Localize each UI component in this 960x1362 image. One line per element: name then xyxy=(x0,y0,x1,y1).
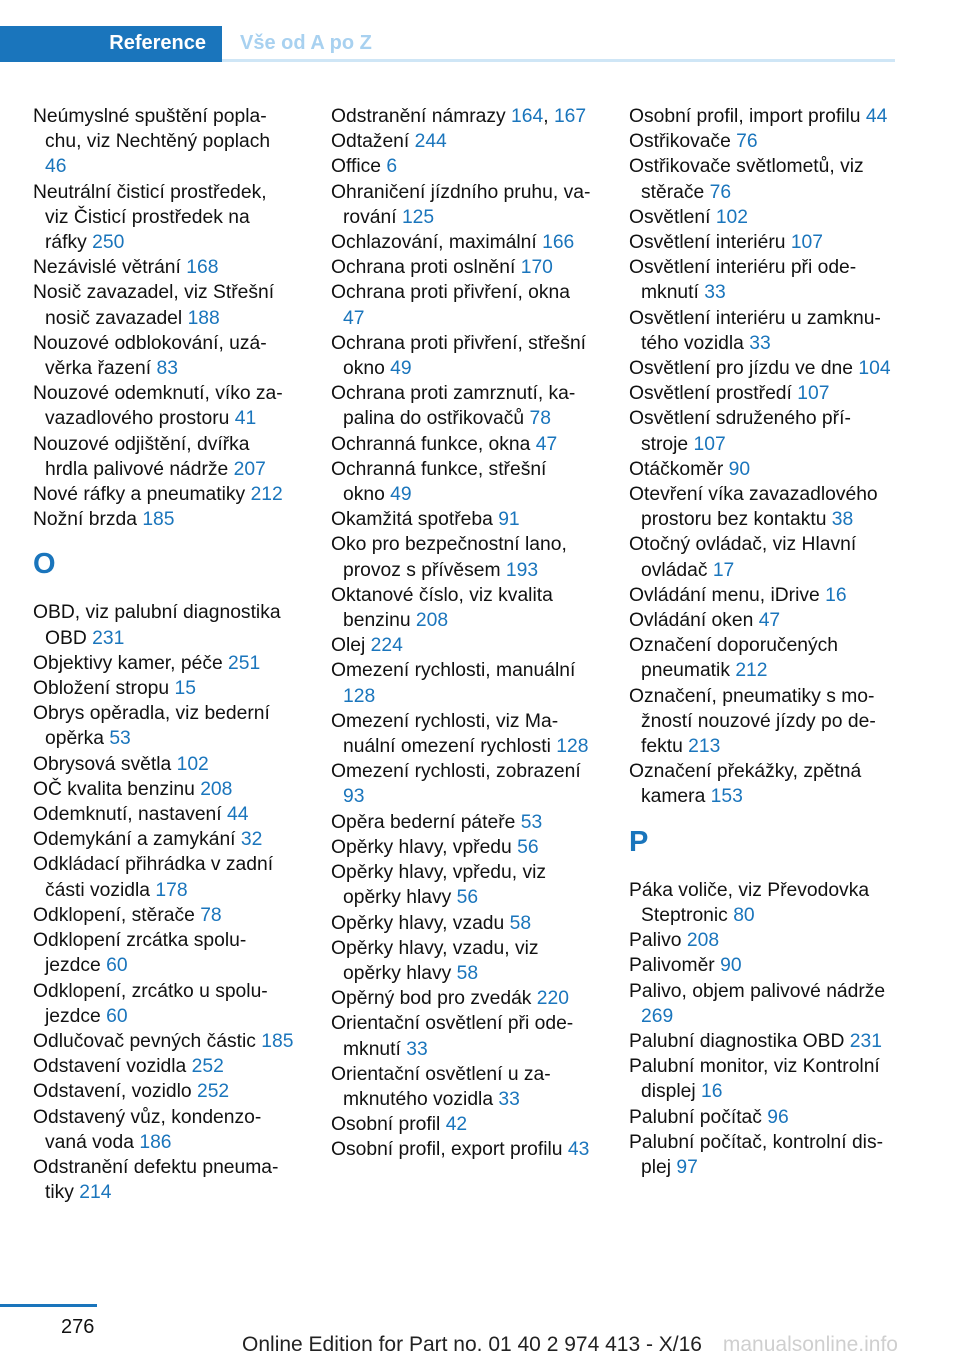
entry-term: Odemknutí, nastavení xyxy=(33,804,222,826)
entry-term: OČ kvalita benzinu xyxy=(33,778,195,800)
page-link[interactable]: 252 xyxy=(191,1056,224,1078)
index-entry xyxy=(629,1105,891,1130)
page-link[interactable]: 166 xyxy=(542,232,575,254)
index-entry xyxy=(629,759,891,809)
index-entry xyxy=(629,154,891,204)
page-link[interactable]: 102 xyxy=(176,753,209,775)
entry-term: Opěrky hlavy, vpředu, viz opěrky hlavy xyxy=(331,862,547,909)
entry-term: Nožní brzda xyxy=(33,509,137,531)
entry-term: Ostřikovače xyxy=(629,131,731,153)
page-link[interactable]: 53 xyxy=(109,728,131,750)
entry-term: Palubní monitor, viz Kontrolní displej xyxy=(629,1056,880,1103)
page-link[interactable]: 46 xyxy=(45,156,67,178)
entry-term: Odlučovač pevných částic xyxy=(33,1030,256,1052)
page-link[interactable]: 214 xyxy=(79,1182,112,1204)
page-link[interactable]: 56 xyxy=(517,836,539,858)
index-entry xyxy=(33,928,295,978)
index-column-2 xyxy=(331,104,593,1163)
index-entry xyxy=(331,835,593,860)
page-link[interactable]: 193 xyxy=(505,559,539,581)
entry-term: Osobní profil, export profilu xyxy=(331,1139,563,1161)
index-entry xyxy=(331,381,593,431)
page-link[interactable]: 231 xyxy=(849,1030,882,1052)
page-link[interactable]: 16 xyxy=(701,1081,723,1103)
index-entry xyxy=(331,658,593,708)
entry-term: Odstranění defektu pneumatiky xyxy=(33,1156,279,1204)
page-link[interactable]: 170 xyxy=(520,257,553,279)
entry-term: Odemykání a zamykání xyxy=(33,829,236,851)
index-entry xyxy=(629,1054,891,1104)
index-entry xyxy=(629,878,891,928)
page-link[interactable]: 93 xyxy=(343,786,365,808)
index-entry xyxy=(331,457,593,507)
index-entry xyxy=(33,903,295,928)
index-entry xyxy=(33,180,295,256)
index-entry xyxy=(629,381,891,406)
page-link[interactable]: 33 xyxy=(498,1088,520,1110)
page-link[interactable]: 80 xyxy=(733,904,755,926)
page-link[interactable]: 60 xyxy=(106,955,128,977)
entry-term: Ochrana proti přivření, střešní okno xyxy=(331,332,587,380)
entry-term: Palivo xyxy=(629,930,682,952)
page-link[interactable]: 42 xyxy=(445,1114,468,1136)
page-number: 276 xyxy=(61,1316,95,1338)
page-link[interactable]: 47 xyxy=(758,610,781,632)
entry-term: Ochrana proti přivření, okna xyxy=(331,282,570,304)
entry-term: Otáčkoměr xyxy=(629,458,724,480)
entry-term: Otevření víka zavazadlového prostoru bez kontaktu xyxy=(629,484,878,531)
entry-term: Odstavený vůz, kondenzovaná voda xyxy=(33,1106,262,1153)
index-entry xyxy=(33,280,295,330)
page-link[interactable]: 208 xyxy=(200,778,233,800)
entry-term: Ochranná funkce, okna xyxy=(331,433,531,455)
entry-term: Oko pro bezpečnostní lano, provoz s přívěsem xyxy=(331,534,567,581)
page-link[interactable]: 252 xyxy=(196,1081,230,1103)
entry-term: Osobní profil, import profilu xyxy=(629,106,861,127)
page-link[interactable]: 128 xyxy=(556,736,589,758)
entry-term: Obložení stropu xyxy=(33,678,170,700)
page-link[interactable]: 49 xyxy=(390,484,412,506)
index-entry xyxy=(33,381,295,431)
entry-term: Ochlazování, maximální xyxy=(331,232,537,254)
index-entry xyxy=(331,759,593,809)
entry-term: Neutrální čisticí prostředek, viz Čisticí prostředek na ráfky xyxy=(33,181,267,254)
index-entry xyxy=(629,205,891,230)
page-link[interactable]: 164 xyxy=(511,106,544,127)
index-entry xyxy=(331,936,593,986)
entry-term: Odstavení vozidla xyxy=(33,1056,187,1078)
page-link[interactable]: 128 xyxy=(343,685,376,707)
entry-term: Osvětlení interiéru xyxy=(629,232,786,254)
page-link[interactable]: 6 xyxy=(386,156,398,178)
entry-term: Palivoměr xyxy=(629,955,715,977)
entry-term: Opěrky hlavy, vzadu xyxy=(331,912,505,934)
index-entry xyxy=(331,810,593,835)
page-link[interactable]: 76 xyxy=(709,181,732,203)
tab-a-to-z[interactable]: Vše od A po Z xyxy=(240,32,372,54)
index-entry xyxy=(331,860,593,910)
entry-term: Označení, pneumatiky s možností nouzové jízdy po defektu xyxy=(629,685,876,758)
page-link[interactable]: 220 xyxy=(536,988,569,1010)
entry-term: Odtažení xyxy=(331,131,410,153)
page-link[interactable]: 212 xyxy=(735,660,768,682)
page-link[interactable]: 213 xyxy=(688,736,721,758)
page-link[interactable]: 90 xyxy=(720,955,742,977)
entry-term: Omezení rychlosti, manuální xyxy=(331,660,576,682)
index-entry xyxy=(33,432,295,482)
index-entry xyxy=(331,583,593,633)
index-entry xyxy=(629,684,891,760)
entry-term: Páka voliče, viz Převodovka Steptronic xyxy=(629,879,870,926)
page-link[interactable]: 167 xyxy=(553,106,587,127)
index-entry xyxy=(629,1130,891,1180)
page-link[interactable]: 185 xyxy=(261,1030,294,1052)
index-entry xyxy=(629,1029,891,1054)
entry-term: Office xyxy=(331,156,382,178)
entry-term: Opěra bederní páteře xyxy=(331,811,516,833)
entry-term: Odklopení, zrcátko u spolujezdce xyxy=(33,980,268,1027)
entry-term: Nové ráfky a pneumatiky xyxy=(33,484,246,506)
page-link[interactable]: 47 xyxy=(535,433,558,455)
page-link[interactable]: 58 xyxy=(509,912,532,934)
entry-term: Ochrana proti oslnění xyxy=(331,257,516,279)
page-link[interactable]: 83 xyxy=(156,358,178,380)
page-link[interactable]: 244 xyxy=(414,131,447,153)
entry-term: OBD, viz palubní diagnostika OBD xyxy=(33,602,281,649)
page-link[interactable]: 60 xyxy=(106,1005,128,1027)
page-link[interactable]: 15 xyxy=(174,678,196,700)
index-entry xyxy=(33,1054,295,1079)
index-entry xyxy=(33,331,295,381)
index-entry xyxy=(331,129,593,154)
index-entry xyxy=(629,608,891,633)
index-entry xyxy=(331,911,593,936)
entry-term: Nosič zavazadel, viz Střešní nosič zavazadel xyxy=(33,282,275,329)
index-entry xyxy=(33,651,295,676)
page-link[interactable]: 58 xyxy=(456,962,479,984)
page-link[interactable]: 44 xyxy=(865,106,888,127)
index-entry xyxy=(33,104,295,180)
index-entry xyxy=(331,633,593,658)
entry-term: Objektivy kamer, péče xyxy=(33,652,223,674)
index-entry xyxy=(629,583,891,608)
entry-term: Osvětlení interiéru při odemknutí xyxy=(629,257,857,304)
page-link[interactable]: 17 xyxy=(712,559,735,581)
page-link[interactable]: 224 xyxy=(370,635,403,657)
index-entry xyxy=(331,180,593,230)
entry-term: Osvětlení prostředí xyxy=(629,383,792,405)
page-link[interactable]: 96 xyxy=(767,1106,789,1128)
tab-reference[interactable]: Reference xyxy=(0,26,222,62)
index-entry xyxy=(33,600,295,650)
index-entry xyxy=(629,255,891,305)
page-link[interactable]: 178 xyxy=(155,879,188,901)
page-link[interactable]: 153 xyxy=(710,786,743,808)
page-link[interactable]: 107 xyxy=(693,433,726,455)
footer-rule xyxy=(0,1304,97,1307)
index-entry xyxy=(331,507,593,532)
index-entry xyxy=(33,852,295,902)
entry-term: Označení překážky, zpětná kamera xyxy=(629,761,862,808)
index-entry xyxy=(33,507,295,532)
index-entry xyxy=(33,979,295,1029)
index-entry xyxy=(331,255,593,280)
entry-term: Opěrky hlavy, vpředu xyxy=(331,836,512,858)
page-link[interactable]: 250 xyxy=(92,232,125,254)
index-entry xyxy=(33,482,295,507)
index-entry xyxy=(33,752,295,777)
entry-term: Odstavení, vozidlo xyxy=(33,1081,192,1103)
entry-term: Odklopení zrcátka spolujezdce xyxy=(33,930,247,977)
page-header xyxy=(0,26,895,62)
page-link[interactable]: 208 xyxy=(415,610,449,632)
index-entry xyxy=(33,676,295,701)
entry-term: Omezení rychlosti, zobrazení xyxy=(331,761,581,783)
entry-term: Osvětlení pro jízdu ve dne xyxy=(629,358,854,380)
page-link[interactable]: 32 xyxy=(240,829,263,851)
index-entry xyxy=(331,709,593,759)
page-link[interactable]: 76 xyxy=(736,131,758,153)
entry-term: Nouzové odjištění, dvířka hrdla palivové nádrže xyxy=(33,433,250,480)
entry-term: Osvětlení sdruženého přístroje xyxy=(629,408,851,455)
index-column-3 xyxy=(629,104,891,1180)
entry-term: Palubní počítač, kontrolní displej xyxy=(629,1131,884,1178)
index-entry xyxy=(331,532,593,582)
entry-term: Odkládací přihrádka v zadní části vozidla xyxy=(33,854,274,901)
index-entry xyxy=(33,255,295,280)
page-link[interactable]: 16 xyxy=(825,584,847,606)
entry-term: Nezávislé větrání xyxy=(33,257,181,279)
entry-term: Ochrana proti zamrznutí, kapalina do ostřikovačů xyxy=(331,383,576,430)
entry-term: Ovládání menu, iDrive xyxy=(629,584,820,606)
index-entry xyxy=(331,1137,593,1162)
page-link[interactable]: 33 xyxy=(749,332,771,354)
entry-term: Ostřikovače světlometů, viz stěrače xyxy=(629,156,864,203)
section-letter: O xyxy=(33,548,56,581)
index-entry: Odstranění námrazy 164, 167 xyxy=(331,106,587,127)
index-entry xyxy=(629,633,891,683)
index-column-1 xyxy=(33,104,295,1205)
page-link[interactable]: 185 xyxy=(142,509,175,531)
page-link[interactable]: 78 xyxy=(529,408,551,430)
page-link[interactable]: 104 xyxy=(858,358,891,380)
page-link[interactable]: 53 xyxy=(520,811,543,833)
page-link[interactable]: 125 xyxy=(401,206,435,228)
index-entry xyxy=(629,129,891,154)
index-entry xyxy=(331,1011,593,1061)
index-entry xyxy=(629,979,891,1029)
page-link[interactable]: 168 xyxy=(186,257,219,279)
page-link[interactable]: 207 xyxy=(233,458,266,480)
page-link[interactable]: 47 xyxy=(343,307,365,329)
page-link[interactable]: 33 xyxy=(704,282,726,304)
entry-term: Otočný ovládač, viz Hlavní ovládač xyxy=(629,534,857,581)
index-entry xyxy=(331,986,593,1011)
entry-term: Olej xyxy=(331,635,366,657)
page-link[interactable]: 102 xyxy=(715,206,748,228)
index-entry xyxy=(331,280,593,330)
entry-term: Osvětlení xyxy=(629,206,711,228)
entry-term: Palubní počítač xyxy=(629,1106,762,1128)
index-entry xyxy=(33,777,295,802)
page-link[interactable]: 41 xyxy=(234,408,257,430)
entry-term: Nouzové odblokování, uzávěrka řazení xyxy=(33,332,267,380)
entry-term: Odstranění námrazy xyxy=(331,106,506,127)
page-link[interactable]: 44 xyxy=(227,804,249,826)
page-link[interactable]: 231 xyxy=(92,627,125,649)
entry-term: Orientační osvětlení při odemknutí xyxy=(331,1013,574,1060)
page-link[interactable]: 78 xyxy=(200,904,222,926)
entry-term: Okamžitá spotřeba xyxy=(331,509,493,531)
entry-term: Palivo, objem palivové nádrže xyxy=(629,980,886,1002)
index-entry xyxy=(33,1029,295,1054)
entry-term: Osvětlení interiéru u zamknutého vozidla xyxy=(629,307,881,354)
page-link[interactable]: 186 xyxy=(139,1131,172,1153)
entry-term: Oktanové číslo, viz kvalita benzinu xyxy=(331,584,553,632)
index-entry xyxy=(331,1112,593,1137)
watermark: manualsonline.info xyxy=(722,1333,898,1356)
page-link[interactable]: 269 xyxy=(641,1005,674,1027)
edition-note: Online Edition for Part no. 01 40 2 974 413 - X/16 xyxy=(242,1333,702,1356)
index-entry xyxy=(331,154,593,179)
page-link[interactable]: 56 xyxy=(456,887,479,909)
entry-term: Opěrný bod pro zvedák xyxy=(331,988,532,1010)
entry-term: Označení doporučených pneumatik xyxy=(629,635,839,682)
index-entry xyxy=(629,230,891,255)
entry-term: Palubní diagnostika OBD xyxy=(629,1030,845,1052)
entry-term: Obrys opěradla, viz bederní opěrka xyxy=(33,703,270,750)
index-entry xyxy=(331,432,593,457)
entry-term: Osobní profil xyxy=(331,1114,441,1136)
page-link[interactable]: 212 xyxy=(250,484,283,506)
page-link[interactable]: 49 xyxy=(390,358,412,380)
entry-term: Opěrky hlavy, vzadu, viz opěrky hlavy xyxy=(331,937,539,984)
page-link[interactable]: 188 xyxy=(187,307,220,329)
entry-term: Ochranná funkce, střešní okno xyxy=(331,458,547,506)
entry-term: Ovládání oken xyxy=(629,610,754,632)
entry-term: Obrysová světla xyxy=(33,753,172,775)
index-entry xyxy=(331,230,593,255)
section-letter: P xyxy=(629,825,649,858)
index-entry xyxy=(331,1062,593,1112)
entry-term: Odklopení, stěrače xyxy=(33,904,195,926)
index-entry xyxy=(629,406,891,456)
index-entry xyxy=(629,356,891,381)
index-entry xyxy=(629,953,891,978)
index-entry xyxy=(629,928,891,953)
page-link[interactable]: 208 xyxy=(686,930,720,952)
page-link[interactable]: 107 xyxy=(790,232,823,254)
index-entry xyxy=(629,532,891,582)
page-link[interactable]: 91 xyxy=(498,509,520,531)
index-entry xyxy=(33,1155,295,1205)
index-entry xyxy=(629,104,891,129)
page-link[interactable]: 43 xyxy=(567,1139,590,1161)
entry-term: Orientační osvětlení u zamknutého vozidla xyxy=(331,1063,551,1110)
page-link[interactable]: 251 xyxy=(228,652,261,674)
index-entry xyxy=(629,306,891,356)
index-entry xyxy=(33,802,295,827)
entry-term: Nouzové odemknutí, víko zavazadlového prostoru xyxy=(33,383,283,430)
index-entry xyxy=(33,701,295,751)
index-entry xyxy=(33,1079,295,1104)
index-entry xyxy=(629,457,891,482)
index-entry xyxy=(33,1105,295,1155)
index-entry xyxy=(33,827,295,852)
page-link[interactable]: 38 xyxy=(831,509,854,531)
page-link[interactable]: 107 xyxy=(797,383,830,405)
index-entry xyxy=(331,331,593,381)
entry-term: Neúmyslné spuštění poplachu, viz Nechtěný poplach xyxy=(33,106,271,153)
index-entry xyxy=(629,482,891,532)
page-link[interactable]: 97 xyxy=(676,1156,698,1178)
page-link[interactable]: 90 xyxy=(728,458,751,480)
entry-term: Ohraničení jízdního pruhu, varování xyxy=(331,181,591,228)
entry-term: Omezení rychlosti, viz Manuální omezení rychlosti xyxy=(331,710,559,758)
page-link[interactable]: 33 xyxy=(406,1038,428,1060)
